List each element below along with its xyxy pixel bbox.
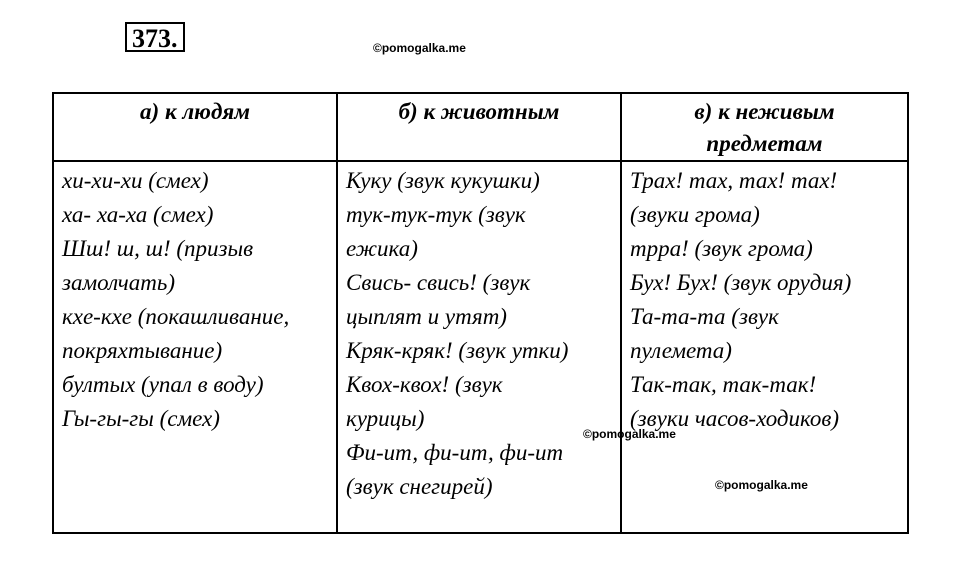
list-item: бултых (упал в воду) <box>62 372 264 397</box>
list-item: тук-тук-тук (звук <box>346 202 526 227</box>
list-item: (звуки грома) <box>630 202 760 227</box>
list-item: замолчать) <box>62 270 176 295</box>
onomatopoeia-table <box>52 92 909 534</box>
exercise-number: 373. <box>125 22 185 52</box>
list-item: Бух! Бух! (звук орудия) <box>630 270 852 295</box>
watermark-bottom: ©pomogalka.me <box>715 478 808 492</box>
column-animals <box>337 161 621 533</box>
list-item: Квох-квох! (звук <box>346 372 503 397</box>
list-item: Шш! ш, ш! (призыв <box>62 236 254 261</box>
list-item: Трах! тах, тах! тах! <box>630 168 838 193</box>
list-item: Кряк-кряк! (звук утки) <box>346 338 569 363</box>
list-item: курицы) <box>346 406 425 431</box>
list-item: (звуки часов-ходиков) <box>630 406 840 431</box>
list-item: ха- ха-ха (смех) <box>62 202 214 227</box>
header-people: а) к людям <box>53 93 337 161</box>
list-item: Куку (звук кукушки) <box>346 168 540 193</box>
list-item: ежика) <box>346 236 418 261</box>
list-item: кхе-кхе (покашливание, <box>62 304 290 329</box>
list-item: цыплят и утят) <box>346 304 507 329</box>
list-item: (звук снегирей) <box>346 474 493 499</box>
header-objects: в) к неживым предметам <box>621 93 908 161</box>
header-animals: б) к животным <box>337 93 621 161</box>
list-item: пулемета) <box>630 338 732 363</box>
list-item: Гы-гы-гы (смех) <box>62 406 220 431</box>
list-item: покряхтывание) <box>62 338 223 363</box>
watermark-top: ©pomogalka.me <box>373 41 466 55</box>
list-item: Так-так, так-так! <box>630 372 817 397</box>
watermark-middle: ©pomogalka.me <box>583 427 676 441</box>
list-item: Свись- свись! (звук <box>346 270 531 295</box>
list-item: трра! (звук грома) <box>630 236 813 261</box>
table-header-row <box>53 93 908 161</box>
list-item: Та-та-та (звук <box>630 304 779 329</box>
column-people <box>53 161 337 533</box>
list-item: Фи-ит, фи-ит, фи-ит <box>346 440 564 465</box>
list-item: хи-хи-хи (смех) <box>62 168 209 193</box>
